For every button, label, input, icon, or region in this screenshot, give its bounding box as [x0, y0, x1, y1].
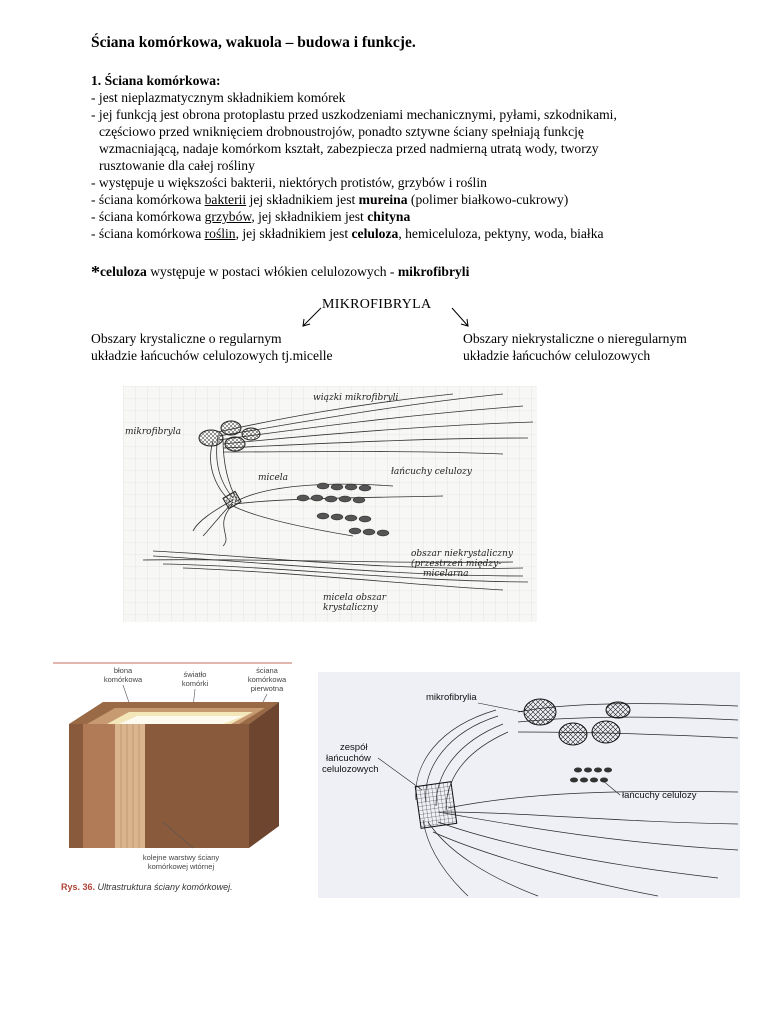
cell-wall-section: [91, 72, 731, 242]
label-membrane-2: komórkowa: [103, 675, 143, 684]
label-micelle: micela: [258, 473, 289, 483]
label-chains: łańcuchy celulozy: [391, 467, 472, 477]
cell-wall-block-diagram: [53, 662, 292, 898]
label-lumen-2: komórki: [181, 679, 209, 688]
bullet-1: - jest nieplazmatycznym składnikiem komórek: [91, 90, 346, 105]
text: - ściana komórkowa: [91, 192, 205, 207]
bold-term: celuloza: [351, 226, 399, 241]
bullet-2: - jej funkcją jest obrona protoplastu przed uszkodzeniami mechanicznymi, pyłami, szkodnikami,: [91, 107, 617, 122]
label-primary-3: pierwotna: [250, 684, 284, 693]
text: jej składnikiem jest: [246, 192, 359, 207]
caption-prefix: Rys. 36.: [61, 882, 96, 892]
text: , jej składnikiem jest: [235, 226, 352, 241]
microfibril-sketch-figure: [123, 386, 537, 622]
label-crystalline-1: micela obszar: [323, 593, 387, 603]
noncrystalline-description: [463, 330, 687, 364]
label-secondary-1: kolejne warstwy ściany: [142, 853, 220, 862]
bullet-plants: [91, 225, 731, 242]
label-microfibril: mikrofibryla: [125, 427, 181, 437]
label-microfibril: mikrofibrylia: [426, 692, 477, 703]
bold-term: mureina: [358, 192, 408, 207]
label-lumen-1: światło: [183, 670, 207, 679]
branch-arrows: [295, 306, 475, 330]
right-arrow-line: [452, 308, 468, 326]
label-noncrystalline-3: micelarna: [423, 569, 469, 579]
asterisk: *: [91, 262, 100, 282]
bullet-2-cont-1: częściowo przed wniknięciem drobnoustrojów, ponadto sztywne ściany spełniają funkcję: [99, 124, 584, 139]
section-heading: 1. Ściana komórkowa:: [91, 73, 221, 88]
underlined-term: bakterii: [204, 192, 247, 207]
label-bundle-3: celulozowych: [322, 764, 379, 775]
label-primary-1: ściana: [256, 666, 278, 675]
bullet-2-cont-2: wzmacniającą, nadaje komórkom kształt, zabezpiecza przed nadmierną utratą wody, tworzy: [99, 141, 599, 156]
label-noncrystalline-2: (przestrzeń między-: [411, 559, 502, 569]
title-text: Ściana komórkowa, wakuola – budowa i funkcje: [91, 34, 412, 51]
noncrystalline-line-1: Obszary niekrystaliczne o nieregularnym: [463, 331, 687, 346]
bullet-3: - występuje u większości bakterii, niektórych protistów, grzybów i roślin: [91, 175, 487, 190]
underlined-term: grzybów: [204, 209, 252, 224]
label-primary-2: komórkowa: [247, 675, 287, 684]
text: , hemiceluloza, pektyny, woda, białka: [398, 226, 604, 241]
text: - ściana komórkowa: [91, 226, 205, 241]
noncrystalline-line-2: układzie łańcuchów celulozowych: [463, 348, 651, 363]
crystalline-line-1: Obszary krystaliczne o regularnym: [91, 331, 282, 346]
microfibril-sketch: [123, 386, 537, 622]
text: , jej składnikiem jest: [251, 209, 368, 224]
bullet-fungi: [91, 208, 731, 225]
microfibril-heading: MIKROFIBRYLA: [322, 297, 432, 312]
crystalline-description: [91, 330, 333, 364]
label-bundle-1: zespół: [340, 742, 368, 753]
title-dot: .: [411, 34, 416, 51]
text: występuje w postaci włókien celulozowych -: [146, 264, 398, 279]
caption-text: Ultrastruktura ściany komórkowej.: [95, 882, 233, 892]
crystalline-line-2: układzie łańcuchów celulozowych tj.micelle: [91, 348, 333, 363]
cellulose-note: [91, 262, 469, 283]
bullet-2-cont-3: rusztowanie dla całej rośliny: [99, 158, 255, 173]
microfibril-scan-figure: [318, 672, 740, 898]
figure-caption: [61, 882, 233, 892]
label-chains: łańcuchy celulozy: [622, 790, 697, 801]
microfibril-scan: [318, 672, 740, 898]
scan-chain-beads: [570, 768, 612, 783]
bold-term: chityna: [367, 209, 411, 224]
page-title: [91, 34, 416, 52]
label-bundle: wiązki mikrofibryli: [313, 393, 399, 403]
text: - ściana komórkowa: [91, 209, 205, 224]
bold-term: celuloza: [100, 264, 147, 279]
label-noncrystalline-1: obszar niekrystaliczny: [411, 549, 513, 559]
label-bundle-2: łańcuchów: [326, 753, 371, 764]
underlined-term: roślin: [204, 226, 236, 241]
left-arrow-line: [303, 308, 321, 326]
label-crystalline-2: krystaliczny: [323, 603, 378, 613]
bullet-bacteria: [91, 191, 731, 208]
text: (polimer białkowo-cukrowy): [407, 192, 569, 207]
label-secondary-2: komórkowej wtórnej: [147, 862, 215, 871]
scan-crosssections: [415, 699, 630, 828]
bold-term: mikrofibryli: [397, 264, 470, 279]
label-membrane-1: błona: [113, 666, 133, 675]
cell-wall-ultrastructure-figure: [53, 662, 292, 898]
